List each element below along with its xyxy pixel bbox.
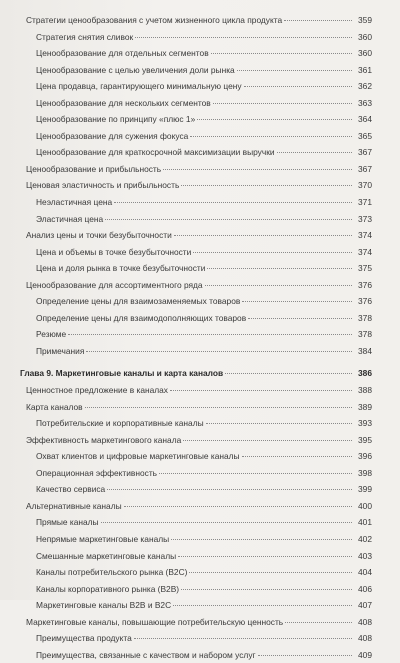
toc-entry — [20, 277, 372, 294]
dot-leader — [114, 202, 352, 203]
toc-entry-title: Цена продавца, гарантирующего минимальную цену — [36, 81, 242, 92]
toc-entry — [20, 448, 372, 465]
toc-entry-title: Операционная эффективность — [36, 467, 158, 478]
dot-leader — [284, 20, 352, 21]
toc-page-number: 395 — [358, 434, 372, 445]
dot-leader — [242, 456, 352, 457]
toc-page-number: 363 — [358, 97, 372, 108]
toc-entry — [20, 310, 372, 327]
dot-leader — [193, 252, 352, 253]
toc-page-number: 370 — [358, 180, 372, 191]
toc-page-number: 367 — [358, 147, 372, 158]
toc-page-number: 359 — [358, 15, 372, 25]
toc-entry-title: Маркетинговые каналы B2B и B2C — [36, 600, 172, 611]
dot-leader — [68, 334, 352, 335]
toc-entry — [20, 481, 372, 498]
toc-entry — [20, 128, 372, 145]
toc-entry — [20, 111, 372, 128]
toc-page-number: 409 — [358, 649, 372, 660]
toc-entry-title: Каналы потребительского рынка (B2C) — [36, 567, 188, 578]
toc-entry — [20, 498, 372, 515]
toc-page-number: 386 — [358, 368, 372, 379]
toc-entry — [20, 630, 372, 647]
toc-entry-title: Определение цены для взаимодополняющих товаров — [36, 312, 247, 323]
dot-leader — [248, 318, 352, 319]
toc-page-number: 399 — [358, 484, 372, 495]
dot-leader — [190, 136, 352, 137]
table-of-contents — [20, 12, 372, 663]
toc-entry — [20, 244, 372, 261]
toc-entry-title: Ценообразование для нескольких сегментов — [36, 97, 211, 108]
dot-leader — [171, 539, 352, 540]
toc-entry — [20, 95, 372, 112]
toc-entry — [20, 465, 372, 482]
toc-entry — [20, 29, 372, 46]
toc-entry-title: Стратегия снятия сливок — [36, 31, 134, 42]
dot-leader — [206, 423, 352, 424]
toc-page-number: 406 — [358, 583, 372, 594]
toc-page-number: 376 — [358, 279, 372, 290]
dot-leader — [181, 589, 352, 590]
dot-leader — [159, 473, 352, 474]
toc-entry — [20, 326, 372, 343]
toc-entry-title: Преимущества, связанные с качеством и набором услуг — [36, 649, 256, 660]
toc-page-number: 360 — [358, 31, 372, 42]
toc-entry — [20, 514, 372, 531]
toc-entry — [20, 78, 372, 95]
dot-leader — [285, 622, 352, 623]
toc-entry — [20, 211, 372, 228]
toc-entry — [20, 45, 372, 62]
toc-page-number: 360 — [358, 48, 372, 59]
toc-page-number: 389 — [358, 401, 372, 412]
toc-page-number: 371 — [358, 197, 372, 208]
toc-entry — [20, 647, 372, 663]
toc-entry-title: Цена и объемы в точке безубыточности — [36, 246, 192, 257]
toc-entry-title: Каналы корпоративного рынка (B2B) — [36, 583, 180, 594]
toc-entry-title: Стратегии ценообразования с учетом жизненного цикла продукта — [26, 15, 283, 25]
toc-entry — [20, 399, 372, 416]
toc-page-number: 398 — [358, 467, 372, 478]
toc-page-number: 378 — [358, 329, 372, 340]
toc-entry-title: Смешанные маркетинговые каналы — [36, 550, 177, 561]
dot-leader — [101, 522, 352, 523]
toc-entry-title: Альтернативные каналы — [26, 500, 122, 511]
toc-entry — [20, 597, 372, 614]
dot-leader — [135, 37, 352, 38]
toc-entry-title: Ценообразование и прибыльность — [26, 163, 162, 174]
toc-entry-title: Потребительские и корпоративные каналы — [36, 418, 204, 429]
toc-page-number: 408 — [358, 616, 372, 627]
toc-entry-title: Резюме — [36, 329, 67, 340]
toc-entry-title: Эластичная цена — [36, 213, 104, 224]
dot-leader — [174, 235, 352, 236]
toc-page-number: 393 — [358, 418, 372, 429]
toc-page-number: 374 — [358, 230, 372, 241]
toc-entry-title: Маркетинговые каналы, повышающие потребительскую ценность — [26, 616, 284, 627]
toc-entry — [20, 144, 372, 161]
toc-page-number: 362 — [358, 81, 372, 92]
toc-page-number: 402 — [358, 533, 372, 544]
toc-entry-title: Ценообразование для ассортиментного ряда — [26, 279, 203, 290]
toc-entry — [20, 343, 372, 360]
dot-leader — [211, 53, 352, 54]
toc-entry — [20, 581, 372, 598]
dot-leader — [124, 506, 352, 507]
toc-entry — [20, 177, 372, 194]
toc-entry — [20, 12, 372, 29]
toc-page-number: 396 — [358, 451, 372, 462]
toc-entry-title: Непрямые маркетинговые каналы — [36, 533, 170, 544]
toc-entry-title: Эффективность маркетингового канала — [26, 434, 182, 445]
toc-page-number: 367 — [358, 163, 372, 174]
toc-page-number: 373 — [358, 213, 372, 224]
toc-entry-title: Ценообразование для отдельных сегментов — [36, 48, 209, 59]
toc-page-number: 376 — [358, 296, 372, 307]
toc-page-number: 403 — [358, 550, 372, 561]
toc-entry-title: Качество сервиса — [36, 484, 106, 495]
toc-entry — [20, 382, 372, 399]
toc-entry — [20, 161, 372, 178]
toc-entry-title: Ценообразование с целью увеличения доли рынка — [36, 64, 235, 75]
toc-page-number: 374 — [358, 246, 372, 257]
dot-leader — [85, 407, 352, 408]
toc-entry-title: Определение цены для взаимозаменяемых товаров — [36, 296, 241, 307]
toc-entry-title: Преимущества продукта — [36, 633, 132, 644]
toc-entry-title: Цена и доля рынка в точке безубыточности — [36, 263, 206, 274]
toc-entry-title: Примечания — [36, 345, 85, 356]
toc-entry-title: Ценообразование по принципу «плюс 1» — [36, 114, 196, 125]
toc-page-number: 408 — [358, 633, 372, 644]
toc-page-number: 401 — [358, 517, 372, 528]
dot-leader — [205, 285, 352, 286]
dot-leader — [170, 390, 352, 391]
toc-entry — [20, 293, 372, 310]
toc-entry-title: Ценностное предложение в каналах — [26, 385, 168, 396]
toc-entry-title: Неэластичная цена — [36, 197, 113, 208]
toc-entry — [20, 548, 372, 565]
toc-entry — [20, 227, 372, 244]
toc-entry-title: Карта каналов — [26, 401, 83, 412]
dot-leader — [258, 655, 352, 656]
dot-leader — [107, 489, 352, 490]
dot-leader — [173, 605, 352, 606]
dot-leader — [189, 572, 352, 573]
dot-leader — [181, 185, 352, 186]
toc-entry-title: Прямые каналы — [36, 517, 99, 528]
toc-entry — [20, 415, 372, 432]
toc-page-number: 388 — [358, 385, 372, 396]
toc-entry-title: Анализ цены и точки безубыточности — [26, 230, 172, 241]
toc-page-number: 364 — [358, 114, 372, 125]
dot-leader — [183, 440, 352, 441]
dot-leader — [178, 556, 352, 557]
toc-page-number: 400 — [358, 500, 372, 511]
dot-leader — [163, 169, 352, 170]
toc-entry-title: Ценовая эластичность и прибыльность — [26, 180, 180, 191]
toc-chapter-entry — [20, 365, 372, 382]
dot-leader — [105, 219, 352, 220]
toc-entry-title: Ценообразование для краткосрочной максимизации выручки — [36, 147, 275, 158]
toc-entry-title: Охват клиентов и цифровые маркетинговые каналы — [36, 451, 240, 462]
dot-leader — [225, 373, 352, 374]
toc-page-number: 404 — [358, 567, 372, 578]
toc-entry — [20, 194, 372, 211]
dot-leader — [134, 638, 352, 639]
toc-page-number: 365 — [358, 130, 372, 141]
toc-entry-title: Глава 9. Маркетинговые каналы и карта каналов — [20, 368, 224, 379]
dot-leader — [242, 301, 352, 302]
toc-entry — [20, 432, 372, 449]
dot-leader — [213, 103, 352, 104]
toc-entry — [20, 614, 372, 631]
dot-leader — [197, 119, 352, 120]
dot-leader — [244, 86, 352, 87]
toc-entry — [20, 564, 372, 581]
toc-page-number: 384 — [358, 345, 372, 356]
toc-page-number: 407 — [358, 600, 372, 611]
dot-leader — [207, 268, 352, 269]
dot-leader — [86, 351, 352, 352]
dot-leader — [277, 152, 352, 153]
toc-entry — [20, 531, 372, 548]
toc-page-number: 361 — [358, 64, 372, 75]
toc-entry-title: Ценообразование для сужения фокуса — [36, 130, 189, 141]
toc-page-number: 378 — [358, 312, 372, 323]
toc-page-number: 375 — [358, 263, 372, 274]
dot-leader — [237, 70, 352, 71]
toc-entry — [20, 260, 372, 277]
toc-entry — [20, 62, 372, 79]
